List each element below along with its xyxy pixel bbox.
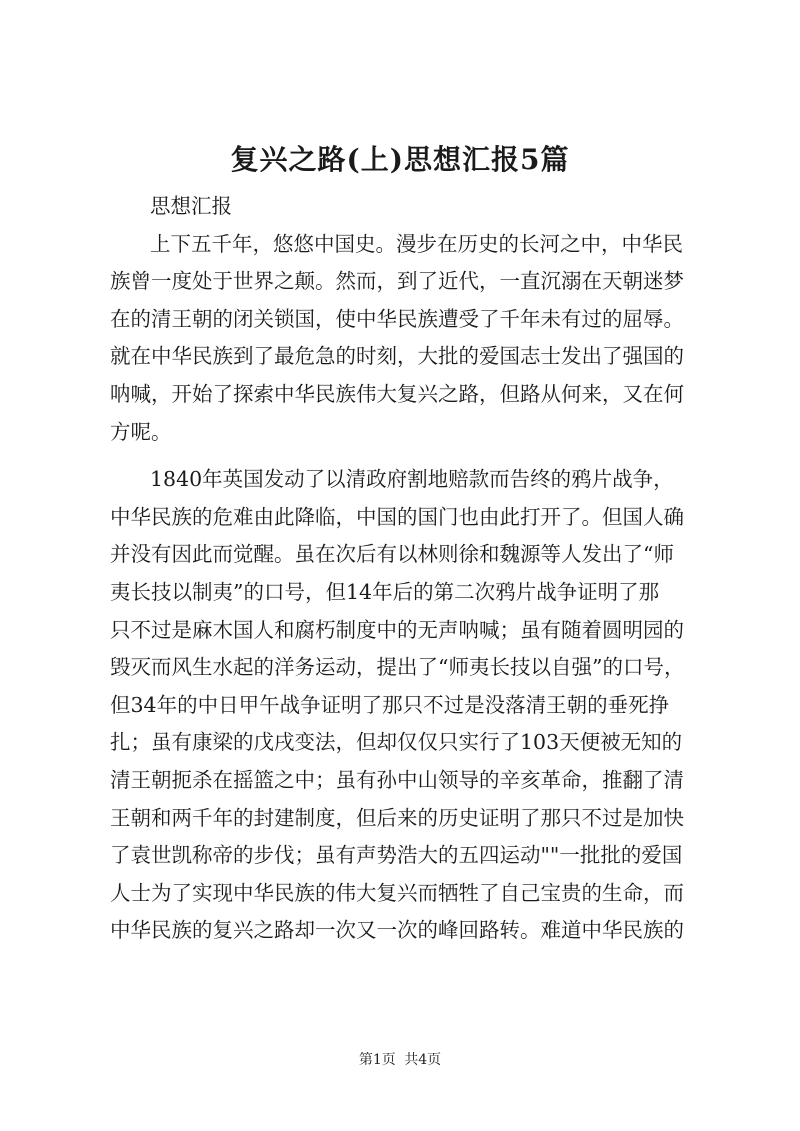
body-line: 族曾一度处于世界之颠。然而，到了近代，一直沉溺在天朝迷梦 bbox=[110, 269, 684, 294]
body-line: 毁灭而风生水起的洋务运动，提出了“师夷长技以自强”的口号， bbox=[110, 655, 685, 680]
body-line: 夷长技以制夷”的口号，但14年后的第二次鸦片战争证明了那 bbox=[110, 579, 660, 604]
page-total: 共4页 bbox=[404, 1052, 442, 1068]
body-line: 了袁世凯称帝的步伐；虽有声势浩大的五四运动""一批批的爱国 bbox=[110, 843, 683, 868]
body-line: 1840年英国发动了以清政府割地赔款而告终的鸦片战争， bbox=[150, 467, 674, 492]
document-body bbox=[110, 188, 710, 950]
body-line: 思想汇报 bbox=[150, 194, 232, 218]
body-line: 呐喊，开始了探索中华民族伟大复兴之路，但路从何来，又在何 bbox=[110, 381, 684, 406]
body-line: 就在中华民族到了最危急的时刻，大批的爱国志士发出了强国的 bbox=[110, 344, 684, 369]
body-line: 人士为了实现中华民族的伟大复兴而牺牲了自己宝贵的生命，而 bbox=[110, 880, 684, 905]
body-line: 王朝和两千年的封建制度，但后来的历史证明了那只不过是加快 bbox=[110, 805, 684, 830]
body-line: 扎；虽有康梁的戊戌变法，但却仅仅只实行了103天便被无知的 bbox=[110, 730, 683, 755]
body-line: 上下五千年，悠悠中国史。漫步在历史的长河之中，中华民 bbox=[150, 231, 683, 256]
body-line: 并没有因此而觉醒。虽在次后有以林则徐和魏源等人发出了“师 bbox=[110, 542, 674, 567]
page-number: 第1页 bbox=[358, 1052, 396, 1068]
body-line: 但34年的中日甲午战争证明了那只不过是没落清王朝的垂死挣 bbox=[110, 692, 670, 717]
body-line: 清王朝扼杀在摇篮之中；虽有孙中山领导的辛亥革命，推翻了清 bbox=[110, 767, 684, 792]
body-line: 方呢。 bbox=[110, 419, 172, 444]
page-footer bbox=[0, 1050, 800, 1070]
body-line: 只不过是麻木国人和腐朽制度中的无声呐喊；虽有随着圆明园的 bbox=[110, 617, 684, 642]
document-title: 复兴之路(上)思想汇报5篇 bbox=[230, 143, 570, 176]
body-line: 在的清王朝的闭关锁国，使中华民族遭受了千年未有过的屈辱。 bbox=[110, 306, 684, 331]
body-line: 中华民族的复兴之路却一次又一次的峰回路转。难道中华民族的 bbox=[110, 918, 684, 943]
body-line: 中华民族的危难由此降临，中国的国门也由此打开了。但国人确 bbox=[110, 504, 684, 529]
